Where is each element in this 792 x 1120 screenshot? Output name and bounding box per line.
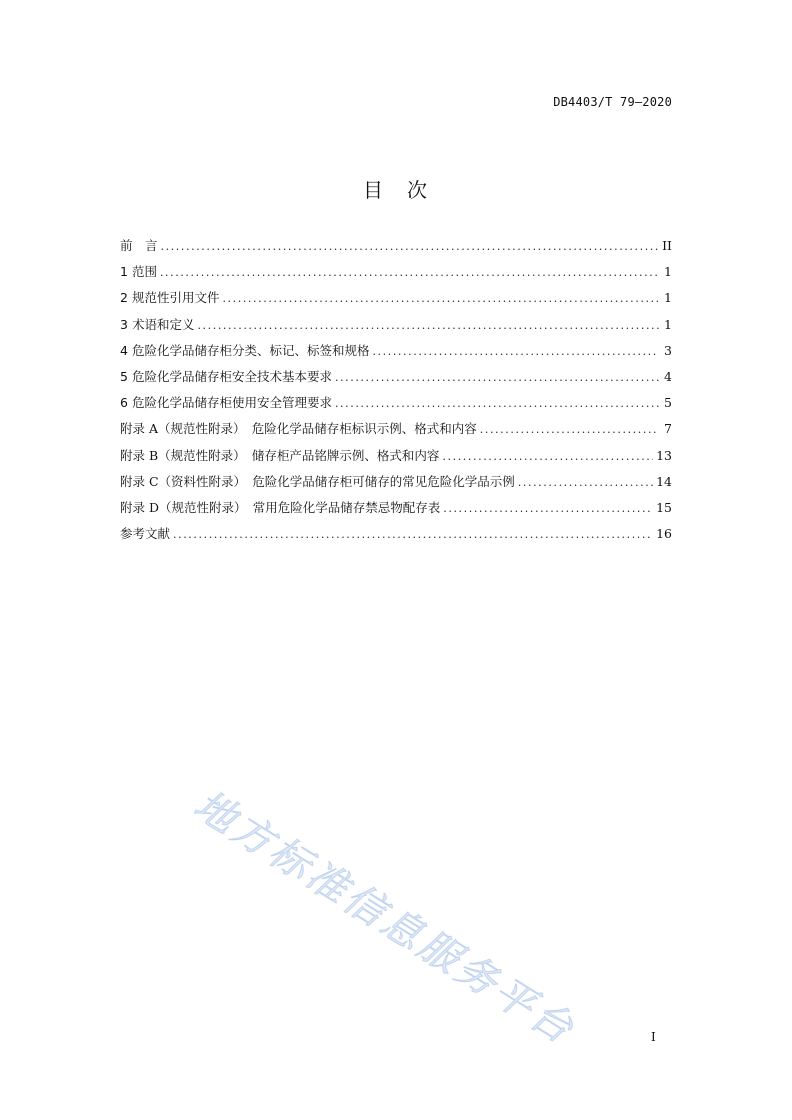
toc-entry-page: 3: [664, 342, 672, 358]
toc-entry-label: 参考文献: [120, 526, 171, 542]
toc-leader-dots: [335, 397, 659, 410]
toc-leader-dots: [335, 371, 659, 384]
toc-entry-label: 附录 A（规范性附录） 危险化学品储存柜标识示例、格式和内容: [120, 421, 477, 437]
toc-entry-label: 前 言: [120, 238, 158, 253]
toc-leader-dots: [197, 319, 659, 332]
toc-entry-normative-references[interactable]: [120, 288, 672, 314]
toc-leader-dots: [161, 240, 659, 253]
toc-entry-foreword[interactable]: [120, 236, 672, 262]
toc-entry-label: 附录 B（规范性附录） 储存柜产品铭牌示例、格式和内容: [120, 447, 440, 463]
toc-leader-dots: [443, 502, 653, 515]
toc-entry-safety-requirements[interactable]: [120, 367, 672, 393]
toc-entry-page: 15: [656, 499, 672, 515]
page-number: I: [651, 1030, 656, 1044]
toc-entry-number: 4: [120, 342, 128, 358]
toc-entry-page: II: [662, 238, 672, 253]
toc-entry-label: 术语和定义: [131, 316, 195, 332]
toc-leader-dots: [442, 450, 653, 463]
toc-entry-appendix-a[interactable]: [120, 419, 672, 445]
watermark: 地方标准信息服务平台: [185, 781, 584, 1055]
table-of-contents: [120, 236, 672, 550]
toc-leader-dots: [160, 266, 659, 279]
toc-entry-page: 14: [656, 473, 672, 489]
toc-entry-page: 1: [664, 264, 672, 280]
toc-entry-page: 5: [664, 395, 672, 411]
toc-entry-page: 1: [664, 290, 672, 306]
toc-entry-page: 13: [656, 447, 672, 463]
toc-entry-appendix-d[interactable]: [120, 498, 672, 524]
toc-leader-dots: [518, 476, 653, 489]
toc-leader-dots: [372, 345, 659, 358]
document-code: DB4403/T 79—2020: [553, 95, 672, 109]
toc-title: 目 次: [363, 178, 429, 202]
toc-entry-scope[interactable]: [120, 262, 672, 288]
toc-entry-terms-definitions[interactable]: [120, 315, 672, 341]
toc-entry-number: 3: [120, 316, 128, 332]
toc-entry-page: 16: [656, 526, 672, 542]
toc-entry-appendix-c[interactable]: [120, 472, 672, 498]
toc-entry-bibliography[interactable]: [120, 524, 672, 550]
toc-entry-label: 危险化学品储存柜使用安全管理要求: [131, 395, 332, 411]
toc-entry-appendix-b[interactable]: [120, 446, 672, 472]
toc-entry-classification[interactable]: [120, 341, 672, 367]
toc-entry-page: 4: [664, 368, 672, 384]
toc-leader-dots: [480, 423, 659, 436]
toc-entry-label: 危险化学品储存柜分类、标记、标签和规格: [131, 342, 370, 358]
toc-entry-label: 附录 C（资料性附录） 危险化学品储存柜可储存的常见危险化学品示例: [120, 473, 515, 489]
toc-entry-label: 规范性引用文件: [131, 290, 220, 306]
toc-entry-management-requirements[interactable]: [120, 393, 672, 419]
toc-leader-dots: [173, 528, 653, 541]
toc-entry-page: 1: [664, 316, 672, 332]
toc-entry-label: 附录 D（规范性附录） 常用危险化学品储存禁忌物配存表: [120, 499, 441, 515]
toc-entry-label: 危险化学品储存柜安全技术基本要求: [131, 368, 332, 384]
toc-leader-dots: [222, 292, 659, 305]
toc-entry-number: 2: [120, 290, 128, 306]
toc-entry-page: 7: [664, 421, 672, 437]
toc-entry-number: 1: [120, 264, 128, 280]
toc-entry-number: 6: [120, 395, 128, 411]
toc-entry-label: 范围: [131, 264, 157, 280]
toc-entry-number: 5: [120, 368, 128, 384]
